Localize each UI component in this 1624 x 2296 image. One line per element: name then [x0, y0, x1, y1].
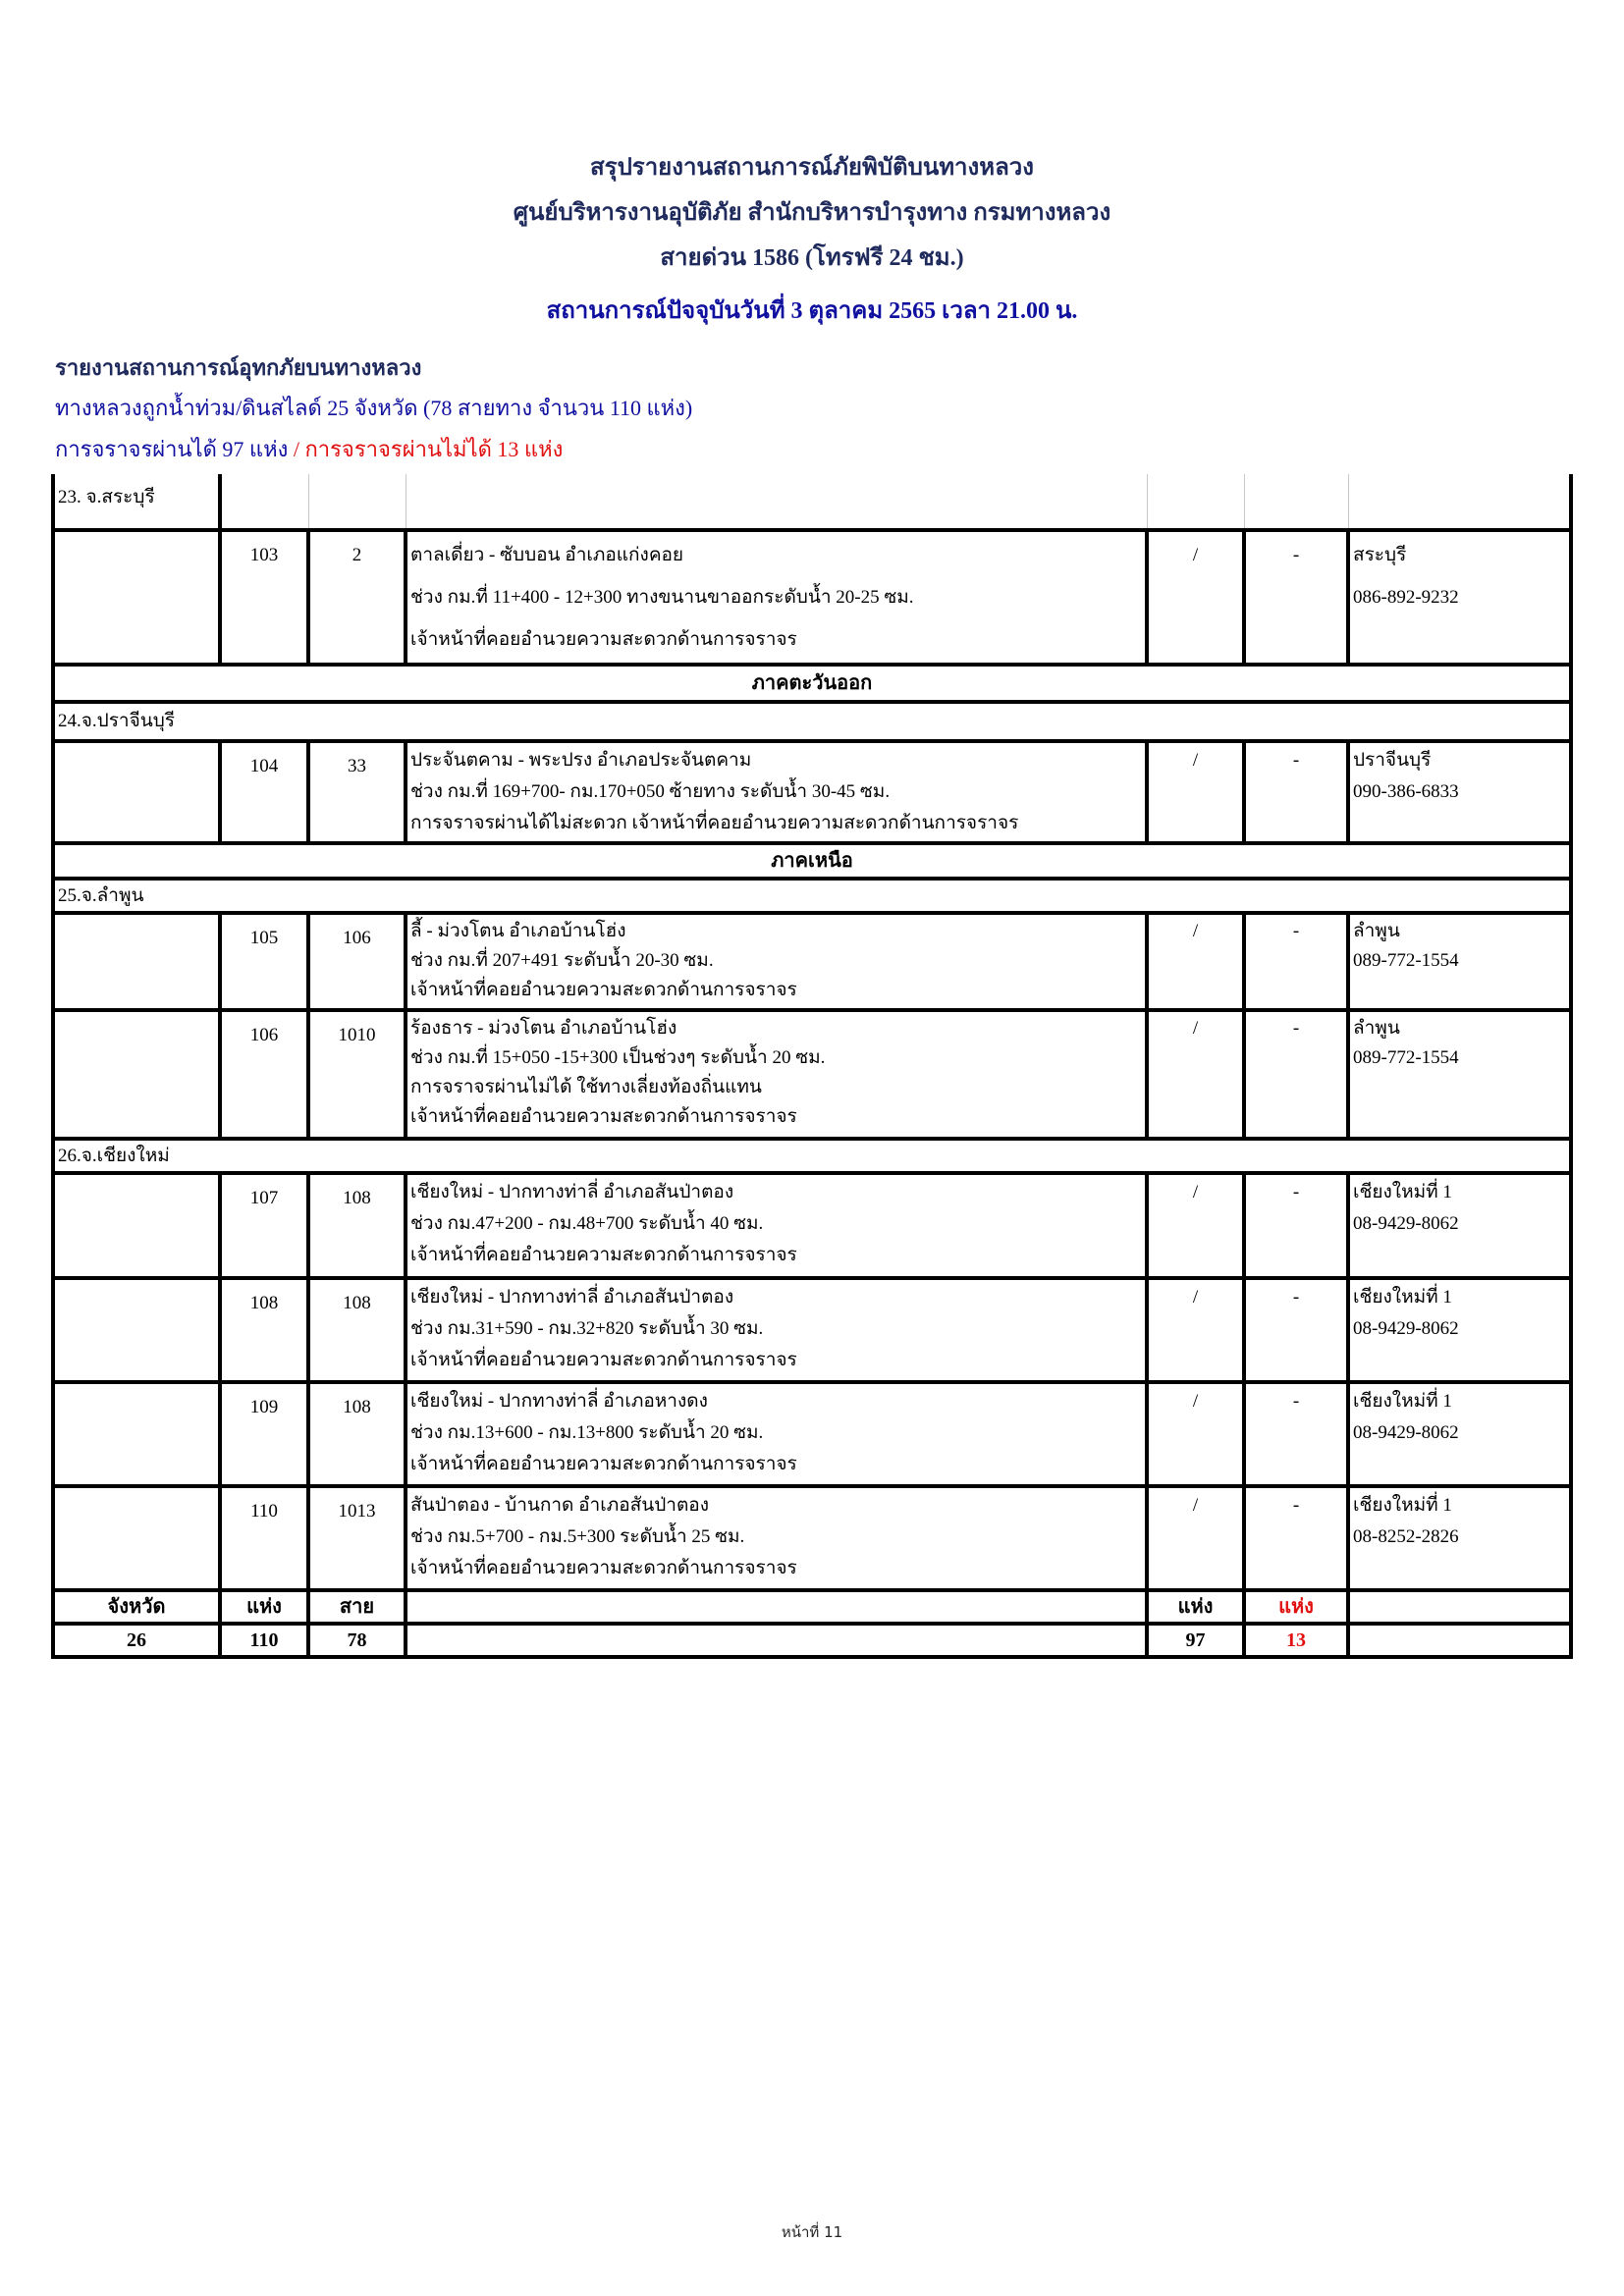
route-number: 106 [308, 913, 406, 1010]
province-label: 24.จ.ปราจีนบุรี [53, 702, 1571, 741]
impassable-mark: - [1244, 530, 1348, 665]
route-number: 108 [308, 1382, 406, 1486]
passable-mark: / [1147, 1486, 1244, 1590]
impassable-mark: - [1244, 1278, 1348, 1382]
item-number: 109 [220, 1382, 308, 1486]
location-description [406, 913, 1147, 1010]
passable-mark: / [1147, 1382, 1244, 1486]
office-name: เชียงใหม่ที่ 1 [1353, 1391, 1452, 1412]
region-label: ภาคเหนือ [53, 843, 1571, 879]
phone-number: 08-9429-8062 [1353, 1318, 1459, 1339]
phone-number: 08-8252-2826 [1353, 1526, 1459, 1547]
passable-mark: / [1147, 1173, 1244, 1278]
empty-cell [53, 530, 220, 665]
total-routes: 78 [308, 1624, 406, 1657]
empty-cell [220, 474, 308, 530]
item-number: 106 [220, 1010, 308, 1139]
location-description [406, 1173, 1147, 1278]
report-organization: ศูนย์บริหารงานอุบัติภัย สำนักบริหารบำรุงทาง กรมทางหลวง [513, 200, 1111, 226]
item-number: 105 [220, 913, 308, 1010]
phone-number: 08-9429-8062 [1353, 1213, 1459, 1234]
report-title: สรุปรายงานสถานการณ์ภัยพิบัติบนทางหลวง [590, 155, 1034, 181]
empty-cell [1147, 474, 1244, 530]
totals-header-provinces: จังหวัด [53, 1590, 220, 1624]
total-places: 110 [220, 1624, 308, 1657]
province-row [53, 702, 1571, 741]
location-description [406, 1382, 1147, 1486]
office-name: ปราจีนบุรี [1353, 750, 1432, 771]
description-line: ตาลเดี่ยว - ซับบอน อำเภอแก่งคอย [410, 545, 684, 565]
description-line: การจราจรผ่านไม่ได้ ใช้ทางเลี่ยงท้องถิ่นแทน [410, 1077, 762, 1097]
section-heading: รายงานสถานการณ์อุทกภัยบนทางหลวง [55, 355, 422, 380]
description-line: เชียงใหม่ - ปากทางท่าลี่ อำเภอหางดง [410, 1391, 708, 1412]
impassable-mark: - [1244, 1010, 1348, 1139]
description-line: ประจันตคาม - พระปรง อำเภอประจันตคาม [410, 750, 752, 771]
empty-cell [1244, 474, 1348, 530]
description-line: เจ้าหน้าที่คอยอำนวยความสะดวกด้านการจราจร [410, 1245, 797, 1265]
province-label: 26.จ.เชียงใหม่ [53, 1139, 1571, 1173]
office-name: ลำพูน [1353, 1018, 1400, 1039]
phone-number: 090-386-6833 [1353, 781, 1459, 802]
description-line: เจ้าหน้าที่คอยอำนวยความสะดวกด้านการจราจร [410, 1350, 797, 1370]
passable-mark: / [1147, 530, 1244, 665]
hotline: สายด่วน 1586 (โทรฟรี 24 ชม.) [660, 245, 964, 271]
totals-row [53, 1624, 1571, 1657]
description-line: การจราจรผ่านได้ไม่สะดวก เจ้าหน้าที่คอยอำนวยความสะดวกด้านการจราจร [410, 813, 1019, 833]
item-number: 107 [220, 1173, 308, 1278]
impassable-mark: - [1244, 1173, 1348, 1278]
phone-number: 089-772-1554 [1353, 950, 1459, 971]
description-line: ช่วง กม.31+590 - กม.32+820 ระดับน้ำ 30 ซม. [410, 1318, 764, 1339]
total-impassable: 13 [1244, 1624, 1348, 1657]
office-name: เชียงใหม่ที่ 1 [1353, 1182, 1452, 1202]
page-number: หน้าที่ 11 [781, 2223, 843, 2241]
totals-header-pass-places: แห่ง [1147, 1590, 1244, 1624]
province-row [53, 1139, 1571, 1173]
description-line: ช่วง กม.ที่ 11+400 - 12+300 ทางขนานขาออกระดับน้ำ 20-25 ซม. [410, 587, 914, 608]
item-number: 110 [220, 1486, 308, 1590]
province-label: 25.จ.ลำพูน [53, 879, 1571, 913]
item-number: 104 [220, 741, 308, 843]
contact-cell [1348, 530, 1571, 665]
totals-header-row [53, 1590, 1571, 1624]
location-description [406, 741, 1147, 843]
table-row [53, 530, 1571, 665]
impassable-mark: - [1244, 1382, 1348, 1486]
empty-cell [53, 913, 220, 1010]
flood-report-table [51, 474, 1573, 1659]
passable-summary: การจราจรผ่านได้ 97 แห่ง [55, 437, 294, 461]
phone-number: 08-9429-8062 [1353, 1422, 1459, 1443]
location-description [406, 1278, 1147, 1382]
description-line: ร้องธาร - ม่วงโตน อำเภอบ้านโฮ่ง [410, 1018, 677, 1039]
province-row [53, 879, 1571, 913]
empty-cell [53, 1173, 220, 1278]
route-number: 2 [308, 530, 406, 665]
region-label: ภาคตะวันออก [53, 665, 1571, 702]
table-row [53, 1010, 1571, 1139]
office-name: เชียงใหม่ที่ 1 [1353, 1287, 1452, 1308]
description-line: สันป่าตอง - บ้านกาด อำเภอสันป่าตอง [410, 1495, 709, 1516]
item-number: 108 [220, 1278, 308, 1382]
totals-header-nopass-places: แห่ง [1244, 1590, 1348, 1624]
office-name: เชียงใหม่ที่ 1 [1353, 1495, 1452, 1516]
totals-header-routes: สาย [308, 1590, 406, 1624]
route-number: 108 [308, 1173, 406, 1278]
table-row [53, 1278, 1571, 1382]
contact-cell [1348, 1278, 1571, 1382]
impassable-mark: - [1244, 1486, 1348, 1590]
contact-cell [1348, 741, 1571, 843]
passable-mark: / [1147, 741, 1244, 843]
item-number: 103 [220, 530, 308, 665]
empty-cell [1348, 474, 1571, 530]
description-line: ช่วง กม.ที่ 15+050 -15+300 เป็นช่วงๆ ระดับน้ำ 20 ซม. [410, 1047, 826, 1068]
traffic-summary [55, 432, 563, 466]
description-line: เจ้าหน้าที่คอยอำนวยความสะดวกด้านการจราจร [410, 1558, 797, 1578]
phone-number: 089-772-1554 [1353, 1047, 1459, 1068]
empty-cell [406, 1590, 1147, 1624]
contact-cell [1348, 1173, 1571, 1278]
contact-cell [1348, 1486, 1571, 1590]
description-line: ลี้ - ม่วงโตน อำเภอบ้านโฮ่ง [410, 921, 626, 941]
empty-cell [53, 741, 220, 843]
description-line: ช่วง กม.5+700 - กม.5+300 ระดับน้ำ 25 ซม. [410, 1526, 745, 1547]
description-line: เจ้าหน้าที่คอยอำนวยความสะดวกด้านการจราจร [410, 1106, 797, 1127]
empty-cell [1348, 1624, 1571, 1657]
affected-summary: ทางหลวงถูกน้ำท่วม/ดินสไลด์ 25 จังหวัด (78 สายทาง จำนวน 110 แห่ง) [55, 396, 693, 420]
impassable-summary: / การจราจรผ่านไม่ได้ 13 แห่ง [293, 437, 564, 461]
empty-cell [1348, 1590, 1571, 1624]
empty-cell [53, 1278, 220, 1382]
table-row [53, 741, 1571, 843]
description-line: ช่วง กม.ที่ 169+700- กม.170+050 ซ้ายทาง ระดับน้ำ 30-45 ซม. [410, 781, 891, 802]
route-number: 108 [308, 1278, 406, 1382]
passable-mark: / [1147, 1278, 1244, 1382]
empty-cell [53, 1486, 220, 1590]
totals-header-places: แห่ง [220, 1590, 308, 1624]
report-datetime: สถานการณ์ปัจจุบันวันที่ 3 ตุลาคม 2565 เวลา 21.00 น. [546, 298, 1078, 324]
description-line: เจ้าหน้าที่คอยอำนวยความสะดวกด้านการจราจร [410, 629, 797, 650]
province-row [53, 474, 1571, 530]
office-name: ลำพูน [1353, 921, 1400, 941]
passable-mark: / [1147, 1010, 1244, 1139]
empty-cell [406, 474, 1147, 530]
empty-cell [53, 1010, 220, 1139]
description-line: ช่วง กม.ที่ 207+491 ระดับน้ำ 20-30 ซม. [410, 950, 714, 971]
impassable-mark: - [1244, 913, 1348, 1010]
location-description [406, 1010, 1147, 1139]
province-label: 23. จ.สระบุรี [53, 474, 220, 530]
table-row [53, 913, 1571, 1010]
region-row [53, 843, 1571, 879]
location-description [406, 1486, 1147, 1590]
total-provinces: 26 [53, 1624, 220, 1657]
route-number: 33 [308, 741, 406, 843]
passable-mark: / [1147, 913, 1244, 1010]
description-line: ช่วง กม.13+600 - กม.13+800 ระดับน้ำ 20 ซม. [410, 1422, 764, 1443]
description-line: ช่วง กม.47+200 - กม.48+700 ระดับน้ำ 40 ซม. [410, 1213, 764, 1234]
description-line: เชียงใหม่ - ปากทางท่าลี่ อำเภอสันป่าตอง [410, 1287, 734, 1308]
description-line: เจ้าหน้าที่คอยอำนวยความสะดวกด้านการจราจร [410, 1454, 797, 1474]
table-row [53, 1486, 1571, 1590]
region-row [53, 665, 1571, 702]
location-description [406, 530, 1147, 665]
route-number: 1010 [308, 1010, 406, 1139]
route-number: 1013 [308, 1486, 406, 1590]
contact-cell [1348, 1010, 1571, 1139]
impassable-mark: - [1244, 741, 1348, 843]
empty-cell [406, 1624, 1147, 1657]
empty-cell [308, 474, 406, 530]
office-name: สระบุรี [1353, 545, 1407, 565]
contact-cell [1348, 913, 1571, 1010]
description-line: เจ้าหน้าที่คอยอำนวยความสะดวกด้านการจราจร [410, 980, 797, 1000]
description-line: เชียงใหม่ - ปากทางท่าลี่ อำเภอสันป่าตอง [410, 1182, 734, 1202]
empty-cell [53, 1382, 220, 1486]
table-row [53, 1173, 1571, 1278]
contact-cell [1348, 1382, 1571, 1486]
phone-number: 086-892-9232 [1353, 587, 1459, 608]
total-passable: 97 [1147, 1624, 1244, 1657]
table-row [53, 1382, 1571, 1486]
